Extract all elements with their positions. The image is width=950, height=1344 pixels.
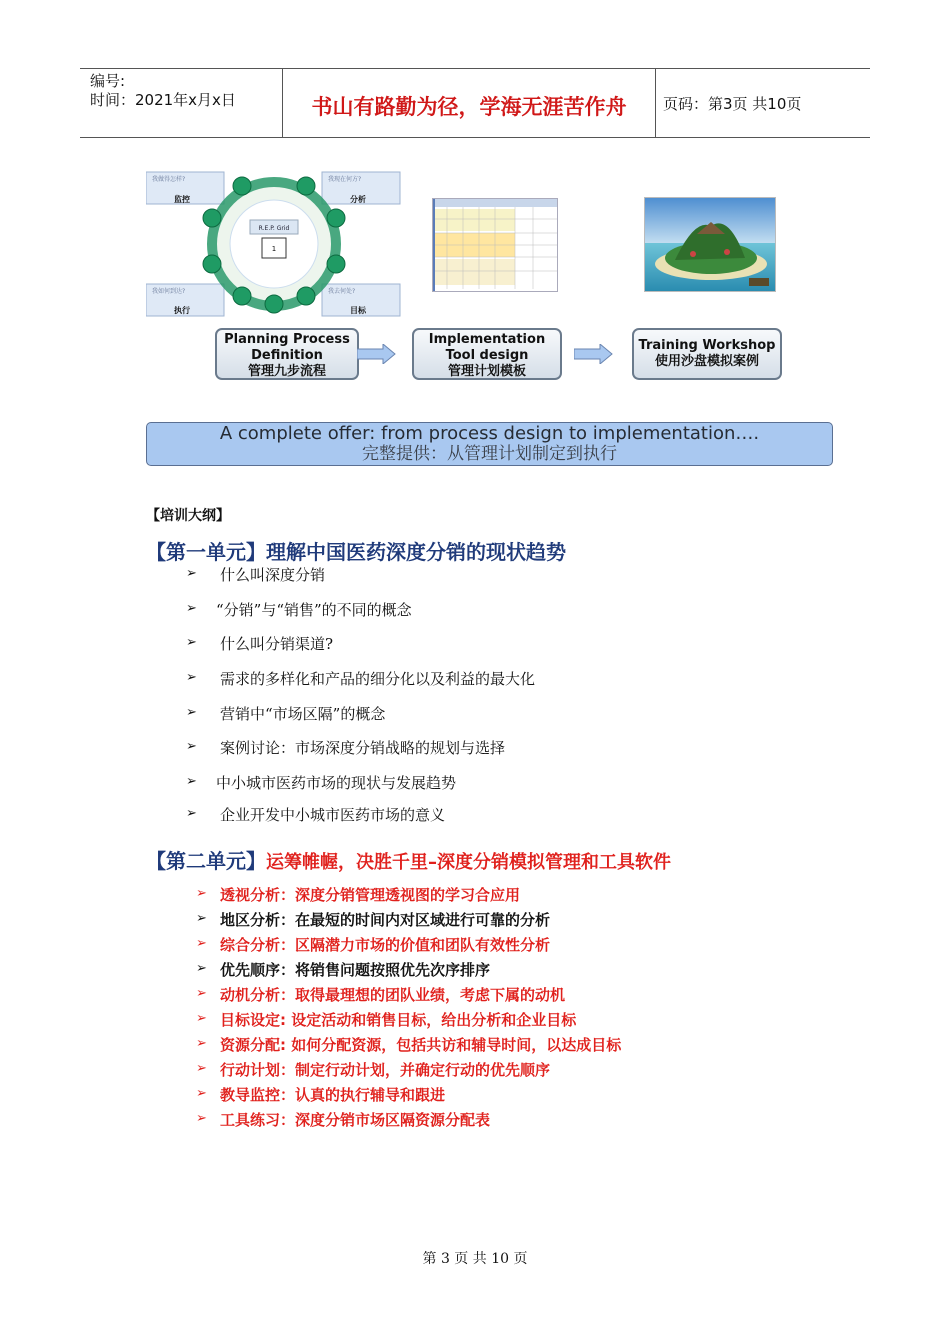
step-zh-label: 使用沙盘模拟案例 xyxy=(654,354,759,369)
unit1-heading xyxy=(146,536,566,565)
bullet-arrow-icon: ➢ xyxy=(186,806,197,821)
outline-heading: 【培训大纲】 xyxy=(146,508,230,524)
svg-text:目标: 目标 xyxy=(350,306,366,315)
list-item: 地区分析：在最短的时间内对区域进行可靠的分析 xyxy=(220,911,551,929)
list-item: 综合分析：区隔潜力市场的价值和团队有效性分析 xyxy=(220,936,551,954)
time-label: 时间：2021年x月x日 xyxy=(90,91,236,109)
bullet-arrow-icon: ➢ xyxy=(196,1011,207,1026)
step-zh-label: 管理计划模板 xyxy=(447,364,526,379)
island-sandbox-image xyxy=(644,197,776,292)
planning-cycle-diagram xyxy=(146,168,402,318)
bullet-arrow-icon: ➢ xyxy=(186,705,197,720)
bullet-arrow-icon: ➢ xyxy=(186,635,197,650)
grid-label: R.E.P. Grid xyxy=(258,225,290,232)
svg-text:我如何到达?: 我如何到达? xyxy=(152,288,186,295)
bullet-arrow-icon: ➢ xyxy=(196,936,207,951)
right-arrow-icon xyxy=(574,344,614,364)
list-item: 动机分析：取得最理想的团队业绩，考虑下属的动机 xyxy=(220,986,566,1004)
svg-text:执行: 执行 xyxy=(174,306,190,315)
bullet-arrow-icon: ➢ xyxy=(186,601,197,616)
unit2-bracket: 【第二单元】 xyxy=(146,849,266,873)
bullet-arrow-icon: ➢ xyxy=(196,961,207,976)
serial-label: 编号: xyxy=(90,72,126,90)
list-item: 企业开发中小城市医药市场的意义 xyxy=(220,806,446,824)
page-info: 页码：第3页 共10页 xyxy=(663,95,802,113)
svg-text:我现在何方?: 我现在何方? xyxy=(328,176,362,183)
step-en-line1: Implementation xyxy=(428,332,546,347)
bullet-arrow-icon: ➢ xyxy=(186,566,197,581)
unit2-title: 运筹帷幄，决胜千里–深度分销模拟管理和工具软件 xyxy=(266,852,671,873)
offer-english: A complete offer: from process design to implementation…. xyxy=(219,423,760,444)
bullet-arrow-icon: ➢ xyxy=(186,670,197,685)
svg-text:1: 1 xyxy=(271,245,277,253)
bullet-arrow-icon: ➢ xyxy=(186,739,197,754)
header-table xyxy=(80,68,870,138)
list-item: 什么叫深度分销 xyxy=(220,566,326,584)
motto: 书山有路勤为径，学海无涯苦作舟 xyxy=(311,94,627,119)
right-arrow-icon xyxy=(357,344,397,364)
svg-text:分析: 分析 xyxy=(350,195,366,204)
step-en-line1: Training Workshop xyxy=(638,338,776,353)
step-zh-label: 管理九步流程 xyxy=(247,364,326,379)
bullet-arrow-icon: ➢ xyxy=(196,986,207,1001)
bullet-arrow-icon: ➢ xyxy=(196,886,207,901)
complete-offer-banner xyxy=(146,422,833,466)
list-item: 什么叫分销渠道? xyxy=(220,635,334,653)
page-footer: 第 3 页 共 10 页 xyxy=(422,1251,528,1267)
list-item: 需求的多样化和产品的细分化以及利益的最大化 xyxy=(220,670,536,688)
header-left-cell xyxy=(80,69,282,137)
list-item: 资源分配: 如何分配资源，包括共访和辅导时间，以达成目标 xyxy=(220,1036,622,1054)
step-en-line1: Planning Process xyxy=(224,332,350,347)
implementation-tool-thumbnail xyxy=(432,198,558,292)
unit2-heading xyxy=(146,845,671,874)
offer-chinese: 完整提供：从管理计划制定到执行 xyxy=(362,444,617,464)
list-item: 目标设定: 设定活动和销售目标，给出分析和企业目标 xyxy=(220,1011,577,1029)
step-en-line2: Definition xyxy=(251,348,323,363)
list-item: 营销中“市场区隔”的概念 xyxy=(220,705,386,723)
list-item: 中小城市医药市场的现状与发展趋势 xyxy=(216,774,457,792)
list-item: 透视分析：深度分销管理透视图的学习合应用 xyxy=(220,886,521,904)
step-implementation xyxy=(412,328,562,380)
svg-text:我做得怎样?: 我做得怎样? xyxy=(152,176,186,183)
step-planning-process xyxy=(215,328,359,380)
list-item: “分销”与“销售”的不同的概念 xyxy=(216,601,412,619)
bullet-arrow-icon: ➢ xyxy=(196,1061,207,1076)
list-item: 教导监控：认真的执行辅导和跟进 xyxy=(220,1086,446,1104)
unit1-bracket: 【第一单元】 xyxy=(146,540,266,564)
svg-text:监控: 监控 xyxy=(174,195,190,204)
list-item: 案例讨论：市场深度分销战略的规划与选择 xyxy=(220,739,506,757)
bullet-arrow-icon: ➢ xyxy=(196,911,207,926)
step-en-line2: Tool design xyxy=(445,348,529,363)
list-item: 行动计划：制定行动计划，并确定行动的优先顺序 xyxy=(220,1061,551,1079)
step-training-workshop xyxy=(632,328,782,380)
list-item: 优先顺序：将销售问题按照优先次序排序 xyxy=(220,961,491,979)
header-right-cell xyxy=(655,69,870,137)
svg-text:我去何处?: 我去何处? xyxy=(328,288,356,295)
bullet-arrow-icon: ➢ xyxy=(196,1086,207,1101)
unit1-title: 理解中国医药深度分销的现状趋势 xyxy=(266,540,566,564)
bullet-arrow-icon: ➢ xyxy=(186,774,197,789)
header-center-cell xyxy=(282,69,656,137)
list-item: 工具练习：深度分销市场区隔资源分配表 xyxy=(220,1111,491,1129)
bullet-arrow-icon: ➢ xyxy=(196,1111,207,1126)
bullet-arrow-icon: ➢ xyxy=(196,1036,207,1051)
